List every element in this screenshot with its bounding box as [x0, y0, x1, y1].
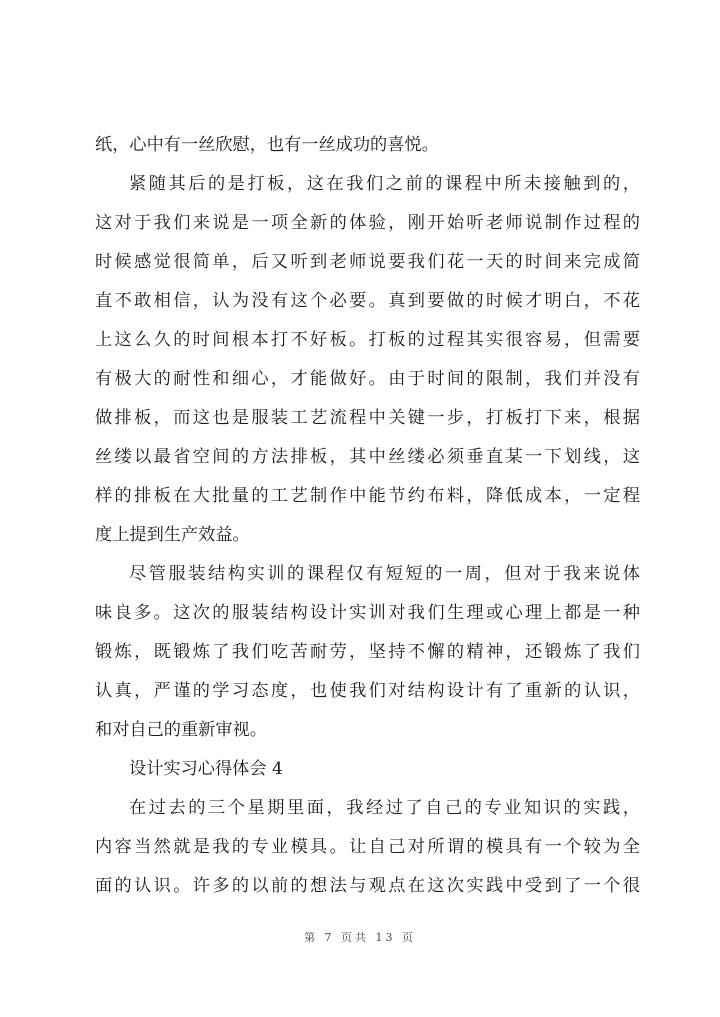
text-line: 锻炼，既锻炼了我们吃苦耐劳，坚持不懈的精神，还锻炼了我们: [95, 642, 640, 662]
text-line: 上这么久的时间根本打不好板。打板的过程其实很容易，但需要: [95, 330, 640, 350]
paragraph-start-line: 紧随其后的是打板，这在我们之前的课程中所未接触到的，: [129, 174, 640, 194]
text-line: 这对于我们来说是一项全新的体验，刚开始听老师说制作过程的: [95, 213, 640, 233]
text-line: 时候感觉很简单，后又听到老师说要我们花一天的时间来完成简: [95, 252, 640, 272]
text-line: 内容当然就是我的专业模具。让自己对所谓的模具有一个较为全: [95, 837, 640, 857]
text-line: 面的认识。许多的以前的想法与观点在这次实践中受到了一个很: [95, 876, 640, 896]
paragraph-start-line: 尽管服装结构实训的课程仅有短短的一周，但对于我来说体: [129, 564, 640, 584]
page-number-footer: 第 7 页共 13 页: [304, 931, 416, 944]
text-line: 和对自己的重新审视。: [95, 720, 267, 740]
text-line: 样的排板在大批量的工艺制作中能节约布料，降低成本，一定程: [95, 486, 640, 506]
text-line: 丝缕以最省空间的方法排板，其中丝缕必须垂直某一下划线，这: [95, 447, 640, 467]
paragraph-start-line: 在过去的三个星期里面，我经过了自己的专业知识的实践，: [129, 798, 640, 818]
text-line: 度上提到生产效益。: [95, 525, 250, 545]
text-line: 纸，心中有一丝欣慰，也有一丝成功的喜悦。: [95, 135, 439, 155]
text-line: 味良多。这次的服装结构设计实训对我们生理或心理上都是一种: [95, 603, 640, 623]
section-heading: 设计实习心得体会 4: [129, 759, 283, 779]
text-line: 有极大的耐性和细心，才能做好。由于时间的限制，我们并没有: [95, 369, 640, 389]
text-line: 直不敢相信，认为没有这个必要。真到要做的时候才明白，不花: [95, 291, 640, 311]
text-line: 认真，严谨的学习态度，也使我们对结构设计有了重新的认识，: [95, 681, 640, 701]
text-line: 做排板，而这也是服装工艺流程中关键一步，打板打下来，根据: [95, 408, 640, 428]
